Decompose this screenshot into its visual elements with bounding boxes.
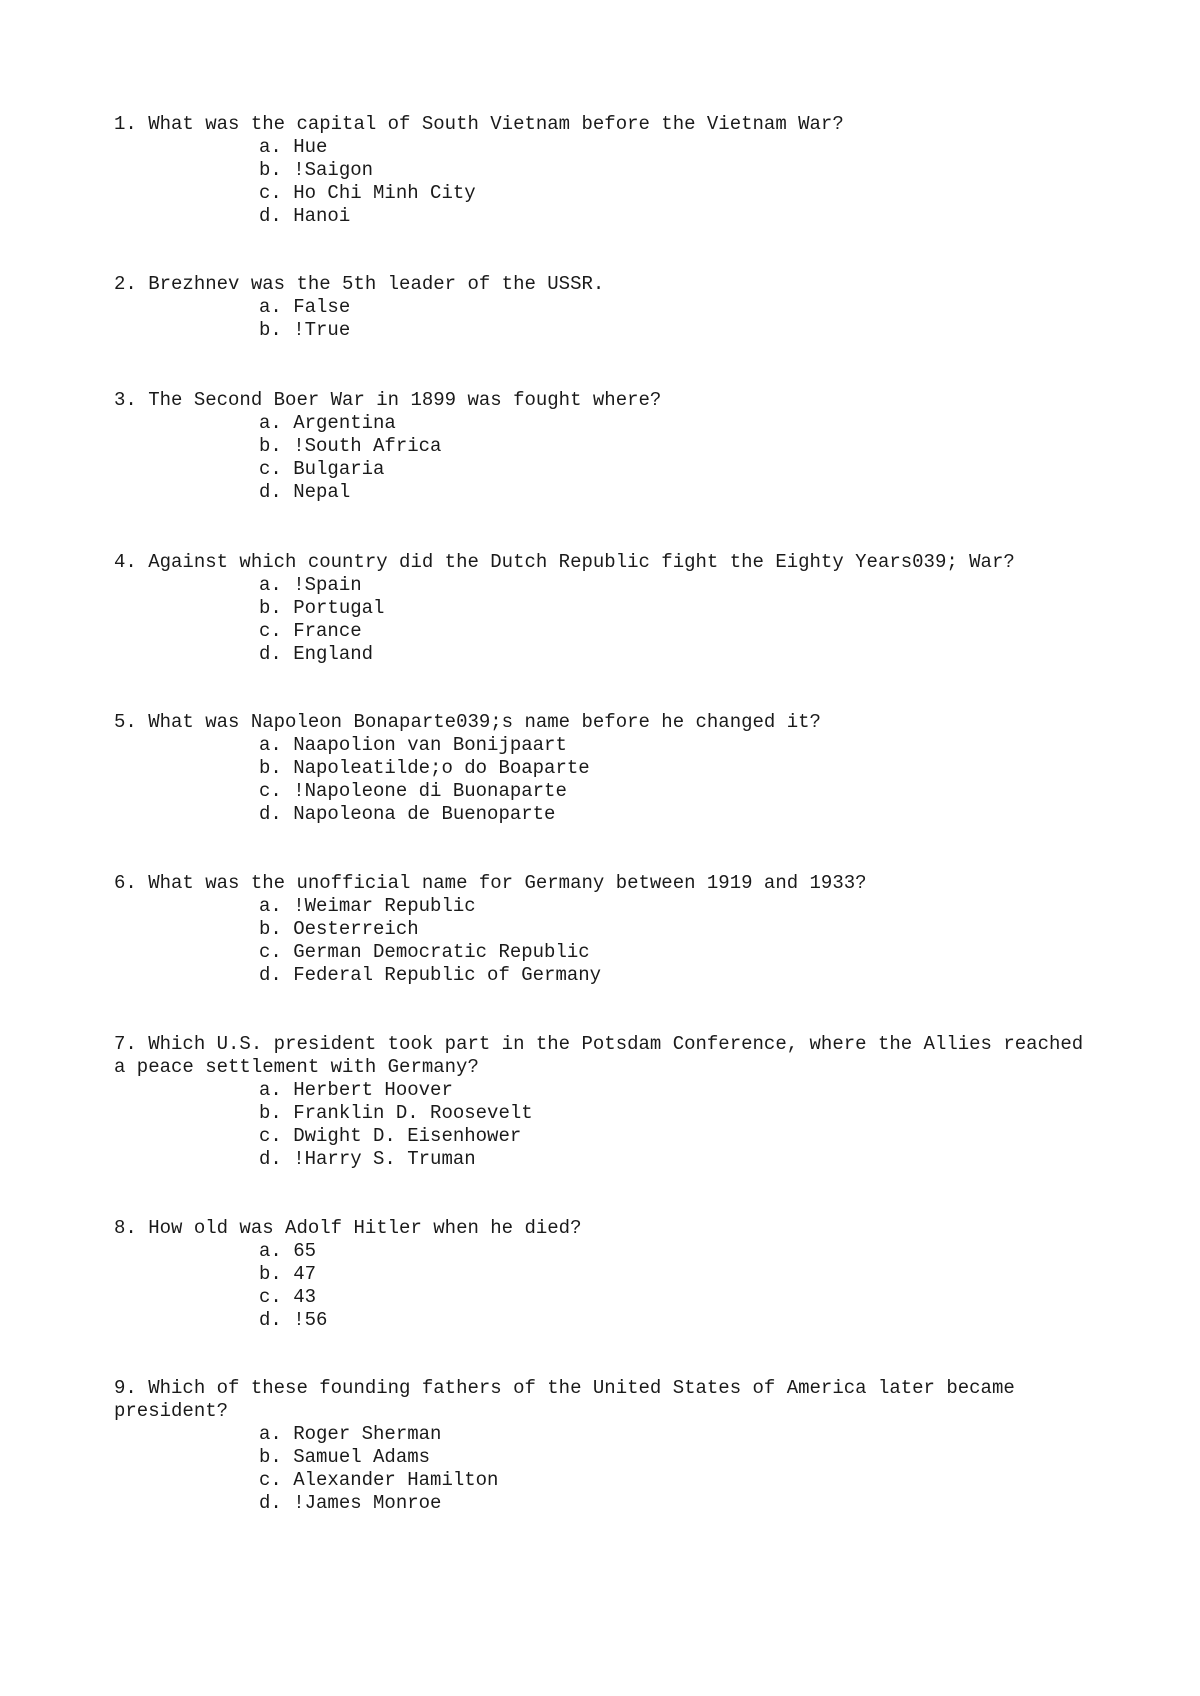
option-letter: b. <box>259 435 282 457</box>
option-text: Federal Republic of Germany <box>293 964 602 986</box>
question-text <box>114 389 1094 412</box>
question-number: 5. <box>114 711 137 733</box>
question-2 <box>114 273 1094 342</box>
question-text <box>114 1377 1094 1423</box>
option-text: Napoleona de Buenoparte <box>293 803 556 825</box>
option-list <box>259 1240 1094 1332</box>
question-number: 7. <box>114 1033 137 1055</box>
option-text: Hue <box>293 136 328 158</box>
question-text <box>114 551 1094 574</box>
question-number: 2. <box>114 273 137 295</box>
option-text: German Democratic Republic <box>293 941 590 963</box>
option-letter: b. <box>259 1102 282 1124</box>
option-letter: b. <box>259 597 282 619</box>
option-letter: d. <box>259 643 282 665</box>
option-text: Hanoi <box>293 205 351 227</box>
question-number: 9. <box>114 1377 137 1399</box>
option-letter: a. <box>259 895 282 917</box>
option-letter: c. <box>259 1286 282 1308</box>
option-b <box>259 1263 1094 1286</box>
option-text: !South Africa <box>293 435 442 457</box>
option-text: Naapolion van Bonijpaart <box>293 734 567 756</box>
option-letter: b. <box>259 918 282 940</box>
option-letter: a. <box>259 296 282 318</box>
option-d <box>259 1309 1094 1332</box>
option-text: Bulgaria <box>293 458 385 480</box>
question-6 <box>114 872 1094 987</box>
option-list <box>259 574 1094 666</box>
option-text: Ho Chi Minh City <box>293 182 476 204</box>
option-text: !True <box>293 319 351 341</box>
option-letter: d. <box>259 803 282 825</box>
option-letter: a. <box>259 412 282 434</box>
question-5 <box>114 711 1094 826</box>
question-8 <box>114 1217 1094 1332</box>
option-letter: c. <box>259 1125 282 1147</box>
option-a <box>259 1079 1094 1102</box>
option-a <box>259 296 1094 319</box>
option-list <box>259 1423 1094 1515</box>
question-prompt: The Second Boer War in 1899 was fought where? <box>148 389 662 411</box>
option-letter: d. <box>259 1148 282 1170</box>
question-prompt: Brezhnev was the 5th leader of the USSR. <box>148 273 605 295</box>
option-letter: d. <box>259 205 282 227</box>
question-prompt: How old was Adolf Hitler when he died? <box>148 1217 582 1239</box>
option-text: !56 <box>293 1309 328 1331</box>
option-text: !Weimar Republic <box>293 895 476 917</box>
option-a <box>259 412 1094 435</box>
option-letter: b. <box>259 159 282 181</box>
option-a <box>259 136 1094 159</box>
option-b <box>259 757 1094 780</box>
option-d <box>259 643 1094 666</box>
option-list <box>259 296 1094 342</box>
question-text <box>114 872 1094 895</box>
option-c <box>259 1469 1094 1492</box>
option-a <box>259 1423 1094 1446</box>
option-d <box>259 1492 1094 1515</box>
option-text: Franklin D. Roosevelt <box>293 1102 533 1124</box>
option-text: Alexander Hamilton <box>293 1469 499 1491</box>
option-c <box>259 182 1094 205</box>
option-text: 65 <box>293 1240 317 1262</box>
option-letter: c. <box>259 780 282 802</box>
option-a <box>259 895 1094 918</box>
question-3 <box>114 389 1094 504</box>
option-a <box>259 574 1094 597</box>
question-7 <box>114 1033 1094 1171</box>
question-prompt: What was the unofficial name for Germany between 1919 and 1933? <box>148 872 867 894</box>
option-c <box>259 941 1094 964</box>
option-text: Herbert Hoover <box>293 1079 453 1101</box>
option-letter: c. <box>259 182 282 204</box>
option-list <box>259 895 1094 987</box>
option-text: Oesterreich <box>293 918 419 940</box>
option-letter: b. <box>259 1263 282 1285</box>
option-letter: b. <box>259 1446 282 1468</box>
option-list <box>259 136 1094 228</box>
option-list <box>259 734 1094 826</box>
option-d <box>259 803 1094 826</box>
option-c <box>259 620 1094 643</box>
option-text: !Saigon <box>293 159 374 181</box>
question-4 <box>114 551 1094 666</box>
option-text: !Spain <box>293 574 362 596</box>
question-text <box>114 1217 1094 1240</box>
option-d <box>259 481 1094 504</box>
option-text: Samuel Adams <box>293 1446 431 1468</box>
option-b <box>259 159 1094 182</box>
question-number: 4. <box>114 551 137 573</box>
option-b <box>259 435 1094 458</box>
option-text: 47 <box>293 1263 317 1285</box>
option-letter: b. <box>259 757 282 779</box>
option-c <box>259 1125 1094 1148</box>
question-prompt: What was the capital of South Vietnam before the Vietnam War? <box>148 113 844 135</box>
option-text: Dwight D. Eisenhower <box>293 1125 522 1147</box>
question-text <box>114 273 1094 296</box>
option-c <box>259 1286 1094 1309</box>
option-letter: c. <box>259 1469 282 1491</box>
option-b <box>259 319 1094 342</box>
option-letter: a. <box>259 734 282 756</box>
option-text: !Napoleone di Buonaparte <box>293 780 567 802</box>
option-a <box>259 1240 1094 1263</box>
question-text <box>114 711 1094 734</box>
option-b <box>259 1446 1094 1469</box>
option-b <box>259 918 1094 941</box>
question-prompt: What was Napoleon Bonaparte039;s name before he changed it? <box>148 711 821 733</box>
option-letter: a. <box>259 1079 282 1101</box>
option-text: 43 <box>293 1286 317 1308</box>
option-letter: c. <box>259 620 282 642</box>
option-letter: d. <box>259 1309 282 1331</box>
option-text: England <box>293 643 374 665</box>
option-letter: a. <box>259 136 282 158</box>
option-c <box>259 780 1094 803</box>
question-prompt: Which of these founding fathers of the United States of America later became president? <box>114 1377 1027 1422</box>
question-number: 1. <box>114 113 137 135</box>
question-number: 8. <box>114 1217 137 1239</box>
option-text: False <box>293 296 351 318</box>
option-text: Roger Sherman <box>293 1423 442 1445</box>
option-letter: d. <box>259 964 282 986</box>
option-letter: a. <box>259 574 282 596</box>
question-prompt: Which U.S. president took part in the Potsdam Conference, where the Allies reached a peace settlement with Germany? <box>114 1033 1095 1078</box>
option-b <box>259 597 1094 620</box>
option-letter: d. <box>259 1492 282 1514</box>
option-text: Portugal <box>293 597 385 619</box>
option-text: !Harry S. Truman <box>293 1148 476 1170</box>
option-letter: a. <box>259 1423 282 1445</box>
question-text <box>114 1033 1094 1079</box>
option-d <box>259 1148 1094 1171</box>
option-list <box>259 1079 1094 1171</box>
option-letter: a. <box>259 1240 282 1262</box>
option-letter: c. <box>259 458 282 480</box>
question-text <box>114 113 1094 136</box>
option-d <box>259 964 1094 987</box>
option-text: !James Monroe <box>293 1492 442 1514</box>
question-9 <box>114 1377 1094 1515</box>
option-text: France <box>293 620 362 642</box>
question-number: 3. <box>114 389 137 411</box>
option-letter: c. <box>259 941 282 963</box>
option-letter: d. <box>259 481 282 503</box>
option-letter: b. <box>259 319 282 341</box>
option-text: Nepal <box>293 481 351 503</box>
question-number: 6. <box>114 872 137 894</box>
option-text: Argentina <box>293 412 396 434</box>
option-list <box>259 412 1094 504</box>
option-d <box>259 205 1094 228</box>
option-text: Napoleatilde;o do Boaparte <box>293 757 590 779</box>
question-prompt: Against which country did the Dutch Republic fight the Eighty Years039; War? <box>148 551 1015 573</box>
question-1 <box>114 113 1094 228</box>
option-a <box>259 734 1094 757</box>
option-c <box>259 458 1094 481</box>
option-b <box>259 1102 1094 1125</box>
